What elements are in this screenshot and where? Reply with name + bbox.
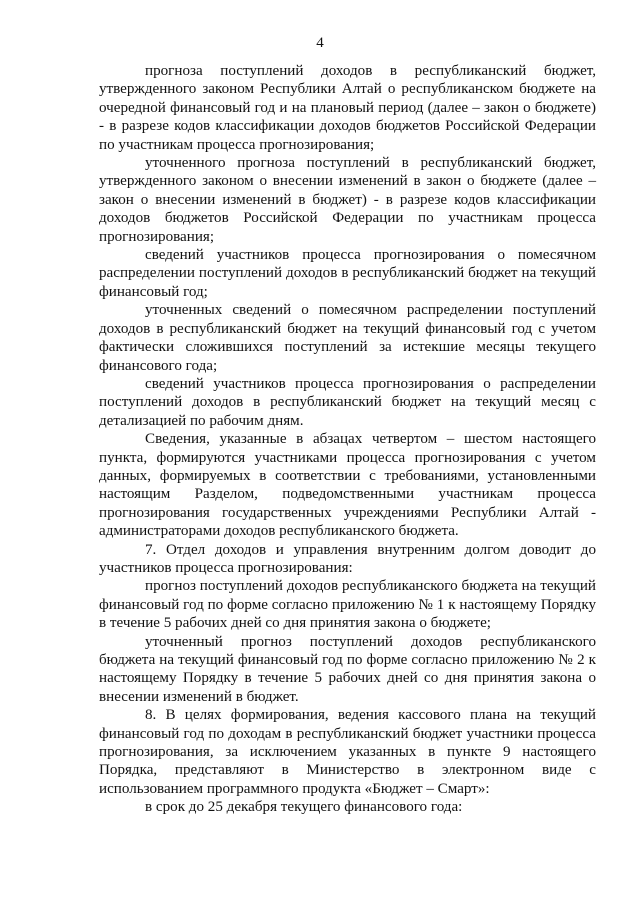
document-body [99,62,596,817]
paragraph: прогноза поступлений доходов в республиканский бюджет, утвержденного законом Республики Алтай о республиканском бюджете на очередной финансовый год и на плановый период (далее – закон о бюджете) - в разрезе кодов классификации доходов бюджетов Российской Федерации по участникам процесса прогнозирования; [99,63,596,153]
paragraph: сведений участников процесса прогнозирования о распределении поступлений доходов в республиканский бюджет на текущий месяц с детализацией по рабочим дням. [99,375,596,429]
paragraph: сведений участников процесса прогнозирования о помесячном распределении поступлений доходов в республиканский бюджет на текущий финансовый год; [99,247,596,300]
paragraph: прогноз поступлений доходов республиканского бюджета на текущий финансовый год по форме согласно приложению № 1 к настоящему Порядку в течение 5 рабочих дней со дня принятия закона о бюджете; [99,578,596,632]
paragraph: уточненный прогноз поступлений доходов республиканского бюджета на текущий финансовый год по форме согласно приложению № 2 к настоящему Порядку в течение 5 рабочих дней со дня принятия закона о внесении изменений в бюджет. [99,633,596,705]
paragraph: уточненного прогноза поступлений в республиканский бюджет, утвержденного законом о внесении изменений в закон о бюджете (далее – закон о внесении изменений в бюджет) - в разрезе кодов классификации доходов бюджетов Российской Федерации по участникам процесса прогнозирования; [99,155,596,245]
paragraph: 7. Отдел доходов и управления внутренним долгом доводит до участников процесса прогнозирования: [99,541,596,576]
page-number: 4 [316,35,324,51]
paragraph: уточненных сведений о помесячном распределении поступлений доходов в республиканский бюджет на текущий финансовый год с учетом фактически сложившихся поступлений за истекшие месяцы текущего финансового года; [99,302,596,374]
paragraph: 8. В целях формирования, ведения кассового плана на текущий финансовый год по доходам в республиканский бюджет участники процесса прогнозирования, за исключением указанных в пункте 9 настоящего Порядка, представляют в Министерство в электронном виде с использованием программного продукта «Бюджет – Смарт»: [99,707,596,797]
paragraph: в срок до 25 декабря текущего финансового года: [145,799,463,816]
paragraph: Сведения, указанные в абзацах четвертом – шестом настоящего пункта, формируются участниками процесса прогнозирования с учетом данных, формируемых в соответствии с требованиями, установленными настоящим Разделом, подведомственными участникам процесса прогнозирования государственных учреждениями Республики Алтай - администраторами доходов республиканского бюджета. [99,431,596,540]
